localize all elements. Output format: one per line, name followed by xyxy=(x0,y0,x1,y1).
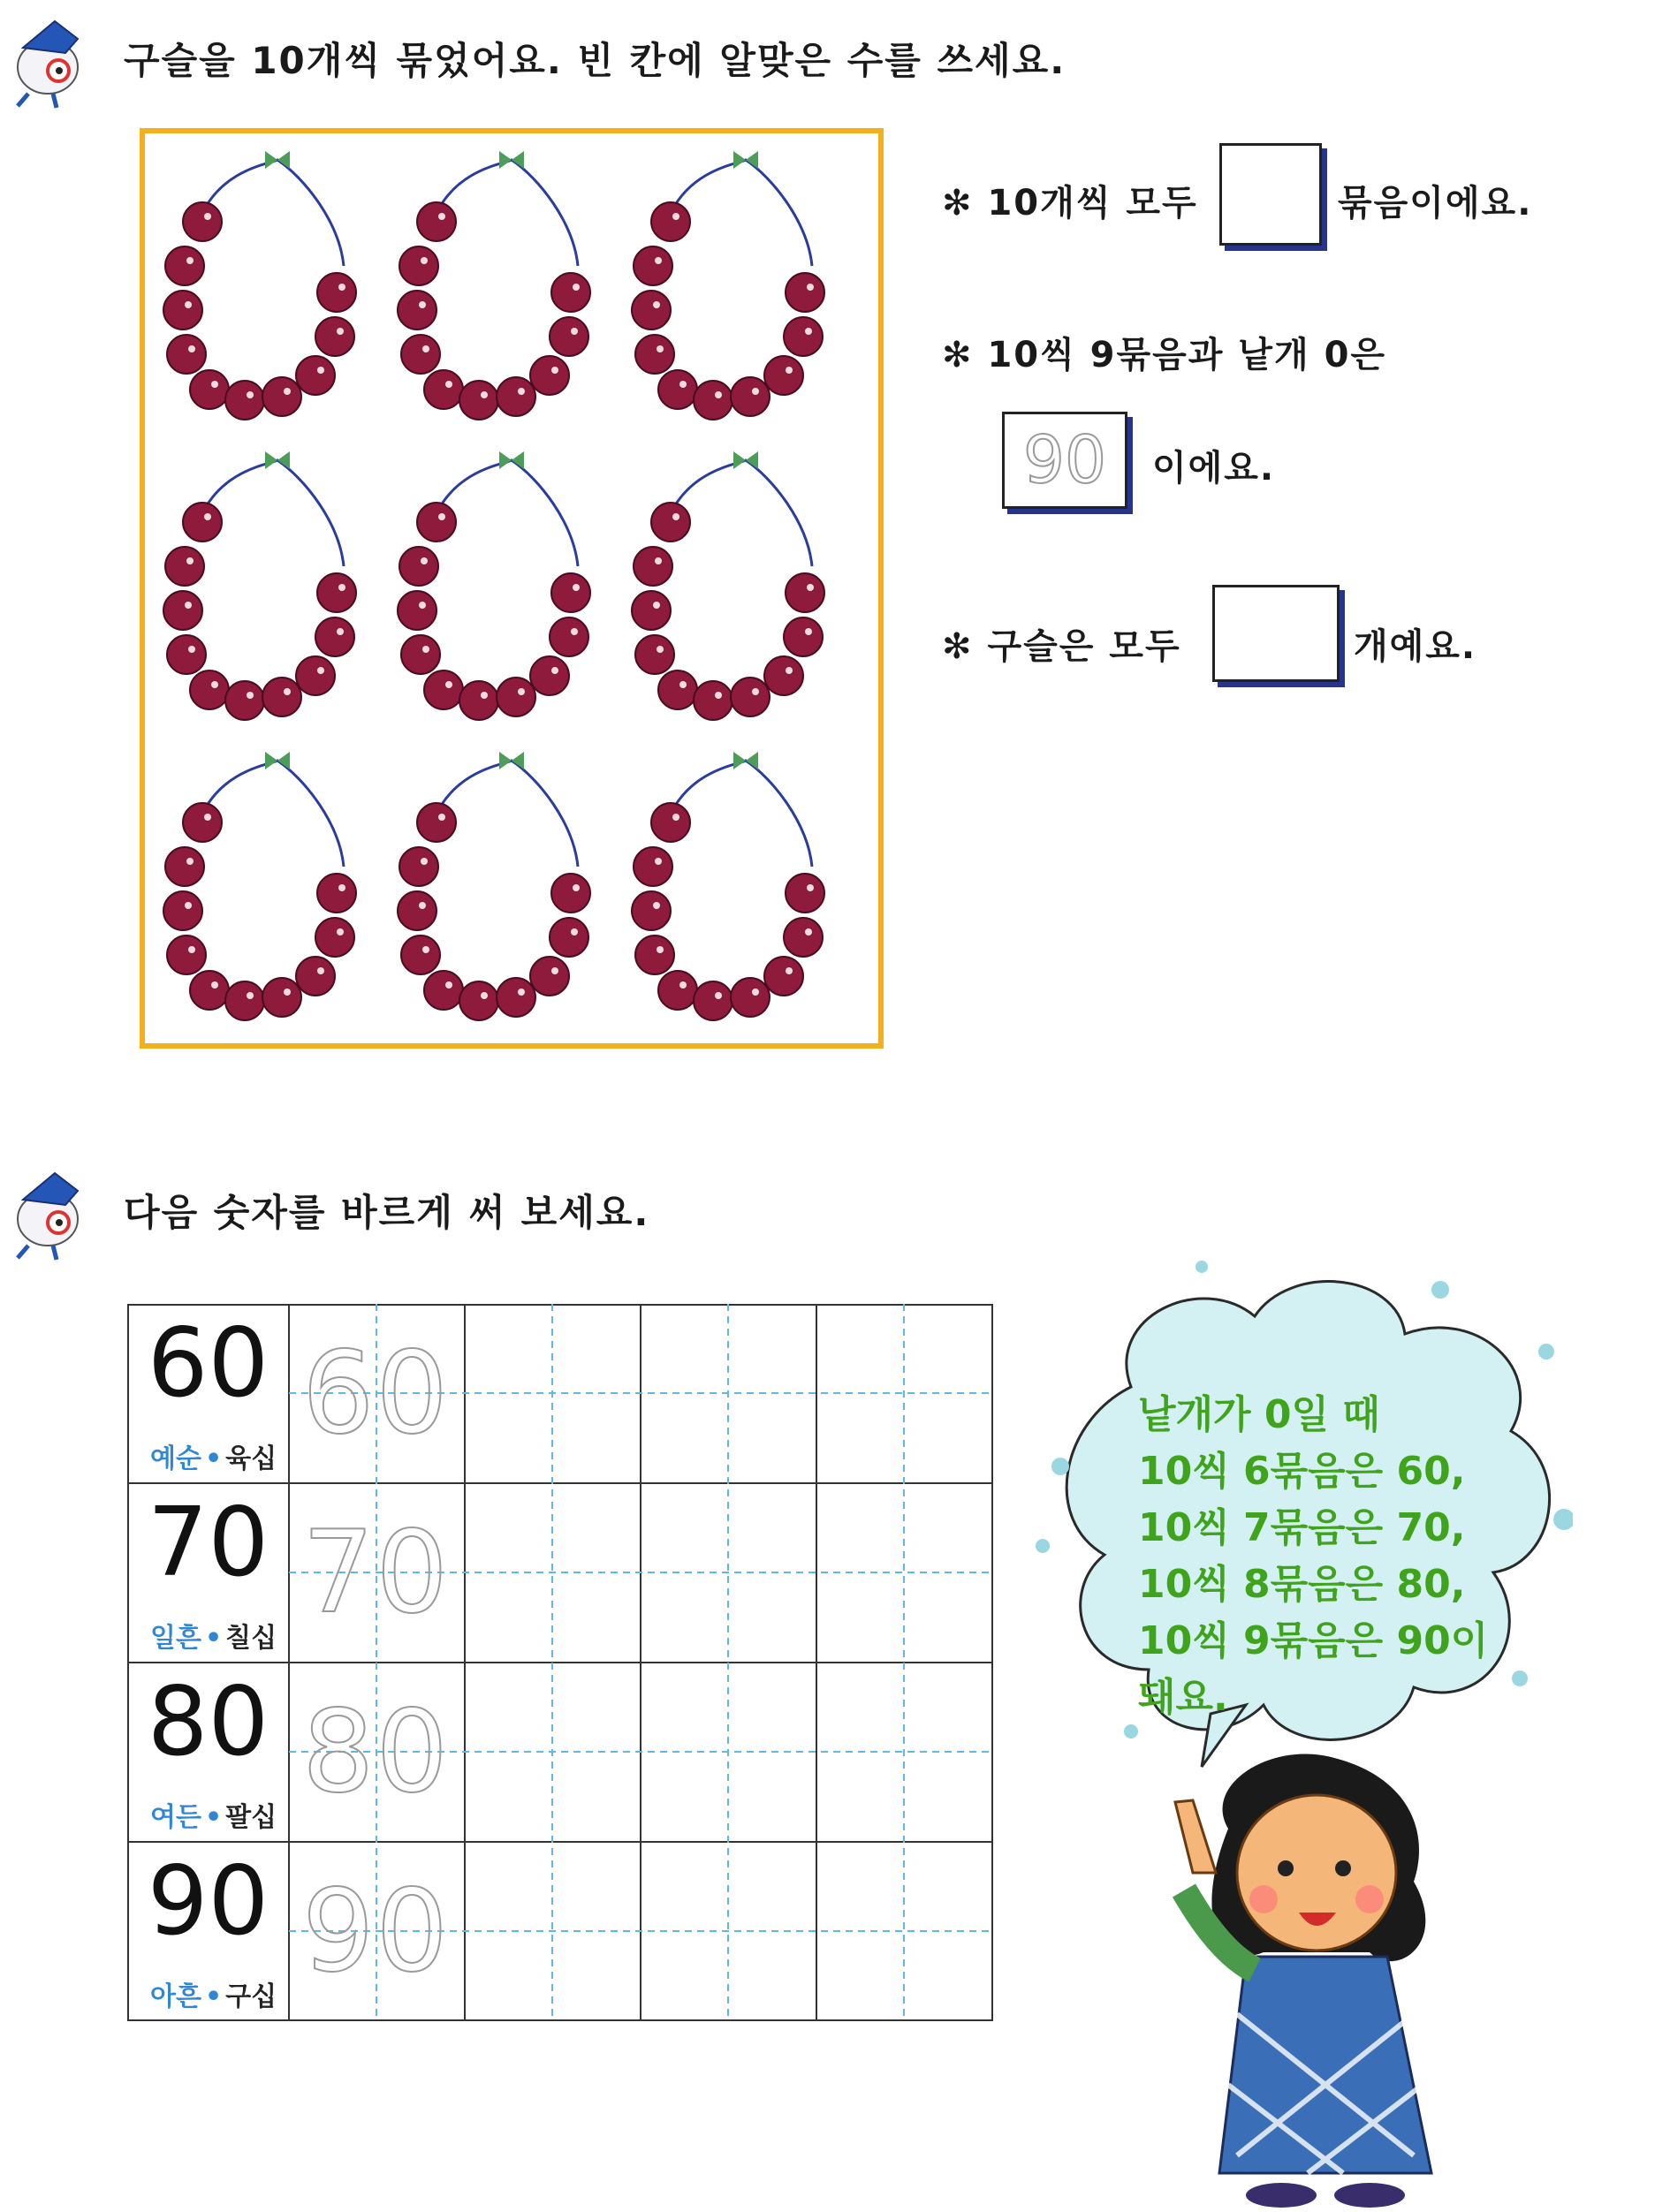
bead xyxy=(262,978,301,1017)
answer-line-2 xyxy=(942,327,1386,377)
bead xyxy=(190,670,229,709)
number-label-cell xyxy=(127,1663,289,1842)
number-label-cell xyxy=(127,1304,289,1483)
bead xyxy=(497,377,535,416)
bead xyxy=(225,381,264,420)
bead xyxy=(167,936,206,974)
bead xyxy=(530,957,569,996)
bead xyxy=(399,246,438,285)
answer-2-prefix: 10씩 9묶음과 낱개 0은 xyxy=(987,335,1387,375)
bead-necklace xyxy=(632,151,824,420)
bead xyxy=(424,971,463,1010)
bead xyxy=(497,678,535,716)
number-reading: 아흔 • 구십 xyxy=(150,1981,277,2012)
bead xyxy=(459,681,498,720)
answer-3-prefix: 구슬은 모두 xyxy=(987,626,1181,667)
bead xyxy=(424,670,463,709)
speech-text xyxy=(1138,1387,1488,1726)
speech-line: 10씩 6묶음은 60, xyxy=(1138,1449,1466,1494)
sino-reading: 칠십 xyxy=(225,1623,277,1654)
bead xyxy=(165,246,204,285)
number-reading: 여든 • 팔십 xyxy=(150,1802,277,1833)
number-reading: 예순 • 육십 xyxy=(150,1443,277,1474)
trace-number[interactable]: 80 xyxy=(302,1686,450,1818)
big-number: 70 xyxy=(147,1488,269,1598)
bullet-icon: ✻ xyxy=(942,183,974,223)
speech-line: 낱개가 0일 때 xyxy=(1138,1392,1380,1437)
bead xyxy=(315,918,354,957)
answer-2-suffix: 이에요. xyxy=(1152,448,1276,489)
answer-1-blank-box[interactable] xyxy=(1219,143,1322,246)
bead xyxy=(183,503,222,542)
bead xyxy=(225,981,264,1020)
bead xyxy=(401,335,440,374)
necklace-illustration xyxy=(145,133,878,1043)
number-label-cell xyxy=(127,1842,289,2021)
bead xyxy=(190,971,229,1010)
bead-necklace xyxy=(398,151,590,420)
bead xyxy=(399,847,438,886)
bead xyxy=(167,335,206,374)
bead xyxy=(398,891,436,930)
bead xyxy=(634,847,672,886)
speech-line: 10씩 8묶음은 80, xyxy=(1138,1562,1466,1607)
bead xyxy=(183,803,222,842)
big-number: 90 xyxy=(147,1846,269,1957)
native-reading: 여든 xyxy=(150,1802,201,1833)
big-number: 80 xyxy=(147,1667,269,1777)
bead xyxy=(632,291,671,330)
bead-necklace xyxy=(632,451,824,720)
bead xyxy=(398,291,436,330)
bead xyxy=(530,656,569,695)
sino-reading: 구십 xyxy=(225,1981,277,2012)
bead xyxy=(651,503,690,542)
bead xyxy=(551,273,590,312)
answer-line-3 xyxy=(942,618,1181,669)
answer-2-box[interactable] xyxy=(1002,412,1127,509)
sino-reading: 팔십 xyxy=(225,1802,277,1833)
trace-number[interactable]: 60 xyxy=(302,1328,450,1459)
writing-grid xyxy=(127,1304,993,2021)
bead xyxy=(296,656,335,695)
bead xyxy=(317,573,356,612)
bead-necklace xyxy=(632,752,824,1020)
answer-line-1 xyxy=(942,175,1198,225)
bead xyxy=(694,981,733,1020)
speech-line: 10씩 7묶음은 70, xyxy=(1138,1505,1466,1550)
bead-necklace xyxy=(163,151,356,420)
answer-1-suffix: 묶음이에요. xyxy=(1338,183,1533,223)
bead xyxy=(530,356,569,395)
bead xyxy=(163,891,202,930)
bead xyxy=(764,656,803,695)
bead xyxy=(163,291,202,330)
bead-necklace xyxy=(163,451,356,720)
bead xyxy=(731,978,770,1017)
speech-line: 돼요. xyxy=(1138,1675,1228,1720)
bead xyxy=(417,202,456,241)
section1-instruction: 구슬을 10개씩 묶었어요. 빈 칸에 알맞은 수를 쓰세요. xyxy=(124,39,1067,82)
bead xyxy=(658,971,697,1010)
bead xyxy=(634,246,672,285)
bead xyxy=(401,635,440,674)
bead xyxy=(262,678,301,716)
bead xyxy=(315,317,354,356)
bead xyxy=(417,803,456,842)
bead xyxy=(786,273,824,312)
bead xyxy=(658,370,697,409)
bead xyxy=(632,591,671,630)
bead-necklace xyxy=(398,752,590,1020)
bead xyxy=(296,957,335,996)
answer-2-trace-value: 90 xyxy=(1022,422,1107,498)
bullet-icon: ✻ xyxy=(942,626,974,667)
answer-3-blank-box[interactable] xyxy=(1212,585,1340,682)
bead xyxy=(165,547,204,586)
bead xyxy=(786,874,824,913)
number-label-cell xyxy=(127,1483,289,1663)
bead-necklace xyxy=(163,752,356,1020)
number-reading: 일흔 • 칠십 xyxy=(150,1623,277,1654)
bead xyxy=(635,335,674,374)
native-reading: 아흔 xyxy=(150,1981,201,2012)
bead xyxy=(658,670,697,709)
bead xyxy=(459,981,498,1020)
native-reading: 일흔 xyxy=(150,1623,201,1654)
bead xyxy=(225,681,264,720)
bead xyxy=(635,936,674,974)
bead xyxy=(459,381,498,420)
mascot-icon xyxy=(4,12,92,110)
bead xyxy=(163,591,202,630)
bead-necklace xyxy=(398,451,590,720)
number-row-60 xyxy=(127,1304,993,1483)
mascot-icon xyxy=(4,1164,92,1261)
trace-number[interactable]: 70 xyxy=(302,1507,450,1639)
bead xyxy=(731,377,770,416)
number-row-70 xyxy=(127,1483,993,1663)
bead xyxy=(550,317,588,356)
bead xyxy=(417,503,456,542)
trace-number[interactable]: 90 xyxy=(302,1866,450,1997)
bead xyxy=(694,681,733,720)
necklace-frame xyxy=(140,128,884,1049)
bead xyxy=(784,317,823,356)
bullet-icon: ✻ xyxy=(942,335,974,375)
bead xyxy=(497,978,535,1017)
bead xyxy=(167,635,206,674)
bead xyxy=(731,678,770,716)
bead xyxy=(786,573,824,612)
bead xyxy=(764,356,803,395)
bead xyxy=(165,847,204,886)
bead xyxy=(550,617,588,656)
number-row-80 xyxy=(127,1663,993,1842)
bead xyxy=(424,370,463,409)
bead xyxy=(632,891,671,930)
bead xyxy=(634,547,672,586)
bead xyxy=(635,635,674,674)
bead xyxy=(550,918,588,957)
bead xyxy=(694,381,733,420)
bead xyxy=(398,591,436,630)
girl-character-illustration xyxy=(1166,1749,1484,2208)
bead xyxy=(764,957,803,996)
bead xyxy=(183,202,222,241)
bead xyxy=(315,617,354,656)
bead xyxy=(399,547,438,586)
big-number: 60 xyxy=(147,1308,269,1419)
bead xyxy=(651,202,690,241)
number-row-90 xyxy=(127,1842,993,2021)
bead xyxy=(296,356,335,395)
bead xyxy=(784,617,823,656)
answer-3-suffix: 개예요. xyxy=(1354,626,1477,667)
bead xyxy=(784,918,823,957)
bead xyxy=(551,573,590,612)
sino-reading: 육십 xyxy=(225,1443,277,1474)
bead xyxy=(190,370,229,409)
bead xyxy=(651,803,690,842)
bead xyxy=(262,377,301,416)
section2-instruction: 다음 숫자를 바르게 써 보세요. xyxy=(124,1191,650,1234)
native-reading: 예순 xyxy=(150,1443,201,1474)
answer-1-prefix: 10개씩 모두 xyxy=(987,183,1198,223)
bead xyxy=(551,874,590,913)
bead xyxy=(401,936,440,974)
bead xyxy=(317,273,356,312)
speech-line: 10씩 9묶음은 90이 xyxy=(1138,1618,1489,1663)
bead xyxy=(317,874,356,913)
